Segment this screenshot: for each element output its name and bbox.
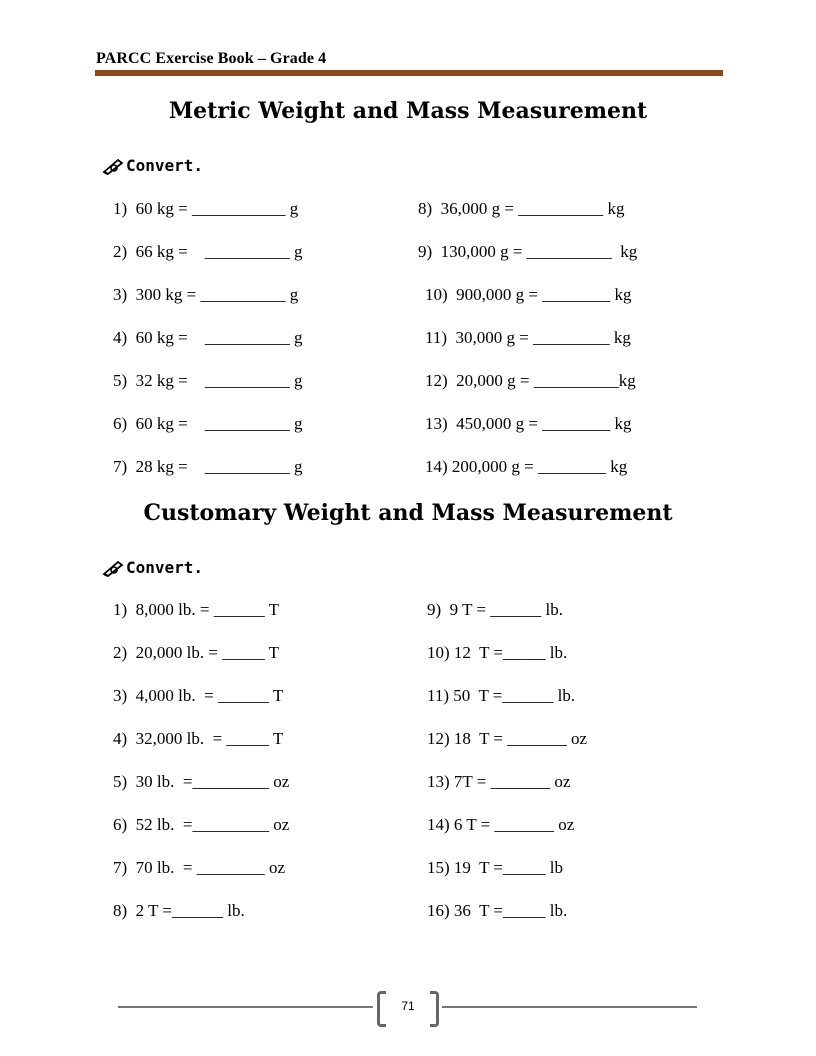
customary-problem-16: 16) 36 T =_____ lb.: [427, 901, 568, 920]
metric-problem-3: 3) 300 kg = __________ g: [113, 285, 299, 304]
metric-section-title: Metric Weight and Mass Measurement: [168, 98, 648, 124]
customary-problem-7: 7) 70 lb. = ________ oz: [113, 858, 286, 877]
footer-rule-right: [442, 1006, 697, 1008]
metric-problem-9: 9) 130,000 g = __________ kg: [418, 242, 638, 261]
customary-problem-14: 14) 6 T = _______ oz: [427, 815, 575, 834]
metric-problem-10: 10) 900,000 g = ________ kg: [425, 285, 632, 304]
footer-rule-left: [118, 1006, 373, 1008]
page-number: 71: [401, 999, 415, 1013]
footer-bracket-right: [430, 991, 439, 1027]
metric-problem-2: 2) 66 kg = __________ g: [113, 242, 303, 261]
header-rule: [95, 70, 723, 76]
customary-problem-13: 13) 7T = _______ oz: [427, 772, 571, 791]
customary-problem-4: 4) 32,000 lb. = _____ T: [113, 729, 284, 748]
customary-problem-1: 1) 8,000 lb. = ______ T: [113, 600, 280, 619]
pencil-icon: [102, 157, 124, 175]
customary-problem-3: 3) 4,000 lb. = ______ T: [113, 686, 284, 705]
pencil-icon: [102, 559, 124, 577]
metric-problem-8: 8) 36,000 g = __________ kg: [418, 199, 625, 218]
metric-problem-6: 6) 60 kg = __________ g: [113, 414, 303, 433]
metric-problem-13: 13) 450,000 g = ________ kg: [425, 414, 632, 433]
metric-instruction-text: Convert.: [126, 156, 204, 175]
footer-bracket-left: [377, 991, 386, 1027]
metric-problem-11: 11) 30,000 g = _________ kg: [425, 328, 631, 347]
metric-problem-4: 4) 60 kg = __________ g: [113, 328, 303, 347]
metric-convert-instruction: [102, 156, 203, 175]
metric-problem-1: 1) 60 kg = ___________ g: [113, 199, 299, 218]
customary-problem-11: 11) 50 T =______ lb.: [427, 686, 576, 705]
customary-section-title: Customary Weight and Mass Measurement: [143, 500, 673, 526]
customary-instruction-text: Convert.: [126, 558, 204, 577]
customary-problem-9: 9) 9 T = ______ lb.: [427, 600, 563, 619]
metric-problem-12: 12) 20,000 g = __________kg: [425, 371, 636, 390]
customary-problem-5: 5) 30 lb. =_________ oz: [113, 772, 290, 791]
customary-problem-12: 12) 18 T = _______ oz: [427, 729, 588, 748]
customary-problem-8: 8) 2 T =______ lb.: [113, 901, 245, 920]
customary-problem-2: 2) 20,000 lb. = _____ T: [113, 643, 280, 662]
metric-problem-7: 7) 28 kg = __________ g: [113, 457, 303, 476]
customary-problem-6: 6) 52 lb. =_________ oz: [113, 815, 290, 834]
header-title: PARCC Exercise Book – Grade 4: [96, 50, 327, 67]
metric-problem-14: 14) 200,000 g = ________ kg: [425, 457, 628, 476]
metric-problem-5: 5) 32 kg = __________ g: [113, 371, 303, 390]
customary-problem-10: 10) 12 T =_____ lb.: [427, 643, 568, 662]
customary-convert-instruction: [102, 558, 203, 577]
customary-problem-15: 15) 19 T =_____ lb: [427, 858, 563, 877]
